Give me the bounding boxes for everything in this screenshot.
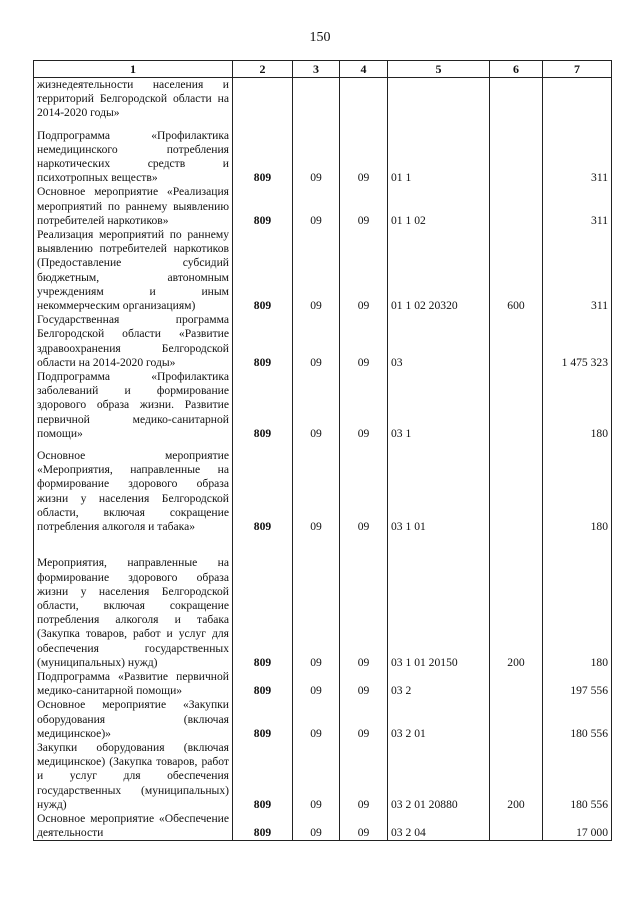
subsection-code-cell: 09 bbox=[340, 741, 388, 812]
header-cell: 3 bbox=[293, 61, 340, 78]
expense-type-cell bbox=[490, 121, 543, 186]
header-cell: 7 bbox=[543, 61, 612, 78]
row-name-cell: Подпрограмма «Профилактика немедицинского потребления наркотических средств и психотропных веществ» bbox=[34, 121, 233, 186]
table-row bbox=[34, 313, 612, 370]
row-name-cell: Мероприятия, направленные на формирование здорового образа жизни у населения Белгородской области, включая сокращение потребления алкоголя и табака (Закупка товаров, работ и услуг для обеспечения государственных (муниципальных) нужд) bbox=[34, 534, 233, 670]
subsection-code-cell: 09 bbox=[340, 670, 388, 698]
grbs-code-cell: 809 bbox=[233, 313, 293, 370]
table-row bbox=[34, 370, 612, 441]
row-name-cell: Основное мероприятие «Реализация мероприятий по раннему выявлению потребителей наркотиков» bbox=[34, 185, 233, 228]
grbs-code-cell: 809 bbox=[233, 534, 293, 670]
grbs-code-cell: 809 bbox=[233, 698, 293, 741]
header-cell: 5 bbox=[388, 61, 490, 78]
header-cell: 1 bbox=[34, 61, 233, 78]
row-name-cell: Государственная программа Белгородской области «Развитие здравоохранения Белгородской области на 2014-2020 годы» bbox=[34, 313, 233, 370]
grbs-code-cell bbox=[233, 78, 293, 121]
amount-cell bbox=[543, 78, 612, 121]
row-name-cell: Основное мероприятие «Закупки оборудования (включая медицинское)» bbox=[34, 698, 233, 741]
amount-cell: 311 bbox=[543, 228, 612, 313]
section-code-cell: 09 bbox=[293, 812, 340, 841]
amount-cell: 311 bbox=[543, 185, 612, 228]
table-row bbox=[34, 741, 612, 812]
target-article-cell: 01 1 bbox=[388, 121, 490, 186]
expense-type-cell: 600 bbox=[490, 228, 543, 313]
target-article-cell: 03 2 01 20880 bbox=[388, 741, 490, 812]
row-name-cell: Основное мероприятие «Обеспечение деятельности bbox=[34, 812, 233, 841]
section-code-cell: 09 bbox=[293, 441, 340, 534]
grbs-code-cell: 809 bbox=[233, 812, 293, 841]
subsection-code-cell: 09 bbox=[340, 313, 388, 370]
target-article-cell bbox=[388, 78, 490, 121]
section-code-cell: 09 bbox=[293, 370, 340, 441]
budget-table bbox=[33, 60, 612, 841]
row-name-cell: жизнедеятельности населения и территорий Белгородской области на 2014-2020 годы» bbox=[34, 78, 233, 121]
subsection-code-cell: 09 bbox=[340, 441, 388, 534]
section-code-cell: 09 bbox=[293, 121, 340, 186]
grbs-code-cell: 809 bbox=[233, 121, 293, 186]
target-article-cell: 03 bbox=[388, 313, 490, 370]
section-code-cell: 09 bbox=[293, 228, 340, 313]
row-name-cell: Подпрограмма «Профилактика заболеваний и формирование здорового образа жизни. Развитие первичной медико-санитарной помощи» bbox=[34, 370, 233, 441]
grbs-code-cell: 809 bbox=[233, 228, 293, 313]
table-body bbox=[34, 78, 612, 841]
table-row bbox=[34, 670, 612, 698]
subsection-code-cell bbox=[340, 78, 388, 121]
expense-type-cell bbox=[490, 313, 543, 370]
amount-cell: 311 bbox=[543, 121, 612, 186]
table-row bbox=[34, 812, 612, 841]
amount-cell: 180 bbox=[543, 441, 612, 534]
amount-cell: 17 000 bbox=[543, 812, 612, 841]
expense-type-cell bbox=[490, 670, 543, 698]
section-code-cell: 09 bbox=[293, 313, 340, 370]
section-code-cell: 09 bbox=[293, 534, 340, 670]
section-code-cell bbox=[293, 78, 340, 121]
amount-cell: 1 475 323 bbox=[543, 313, 612, 370]
table-row bbox=[34, 228, 612, 313]
row-name-cell: Основное мероприятие «Мероприятия, направленные на формирование здорового образа жизни у населения Белгородской области, включая сокращение потребления алкоголя и табака» bbox=[34, 441, 233, 534]
table-header-row bbox=[34, 61, 612, 78]
subsection-code-cell: 09 bbox=[340, 812, 388, 841]
target-article-cell: 03 1 01 20150 bbox=[388, 534, 490, 670]
header-cell: 2 bbox=[233, 61, 293, 78]
expense-type-cell bbox=[490, 441, 543, 534]
section-code-cell: 09 bbox=[293, 698, 340, 741]
target-article-cell: 03 2 04 bbox=[388, 812, 490, 841]
table-row bbox=[34, 441, 612, 534]
grbs-code-cell: 809 bbox=[233, 441, 293, 534]
grbs-code-cell: 809 bbox=[233, 670, 293, 698]
amount-cell: 180 bbox=[543, 370, 612, 441]
expense-type-cell bbox=[490, 78, 543, 121]
subsection-code-cell: 09 bbox=[340, 698, 388, 741]
section-code-cell: 09 bbox=[293, 670, 340, 698]
amount-cell: 180 bbox=[543, 534, 612, 670]
amount-cell: 180 556 bbox=[543, 698, 612, 741]
amount-cell: 197 556 bbox=[543, 670, 612, 698]
target-article-cell: 03 2 bbox=[388, 670, 490, 698]
expense-type-cell bbox=[490, 698, 543, 741]
header-cell: 6 bbox=[490, 61, 543, 78]
row-name-cell: Подпрограмма «Развитие первичной медико-санитарной помощи» bbox=[34, 670, 233, 698]
expense-type-cell: 200 bbox=[490, 741, 543, 812]
section-code-cell: 09 bbox=[293, 741, 340, 812]
subsection-code-cell: 09 bbox=[340, 534, 388, 670]
section-code-cell: 09 bbox=[293, 185, 340, 228]
amount-cell: 180 556 bbox=[543, 741, 612, 812]
table-row bbox=[34, 698, 612, 741]
grbs-code-cell: 809 bbox=[233, 741, 293, 812]
target-article-cell: 01 1 02 20320 bbox=[388, 228, 490, 313]
table-row bbox=[34, 534, 612, 670]
row-name-cell: Закупки оборудования (включая медицинское) (Закупка товаров, работ и услуг для обеспечения государственных (муниципальных) нужд) bbox=[34, 741, 233, 812]
table-row bbox=[34, 121, 612, 186]
expense-type-cell: 200 bbox=[490, 534, 543, 670]
grbs-code-cell: 809 bbox=[233, 185, 293, 228]
expense-type-cell bbox=[490, 185, 543, 228]
table-row bbox=[34, 78, 612, 121]
target-article-cell: 03 1 01 bbox=[388, 441, 490, 534]
grbs-code-cell: 809 bbox=[233, 370, 293, 441]
expense-type-cell bbox=[490, 370, 543, 441]
row-name-cell: Реализация мероприятий по раннему выявлению потребителей наркотиков (Предоставление субсидий бюджетным, автономным учреждениям и иным некоммерческим организациям) bbox=[34, 228, 233, 313]
expense-type-cell bbox=[490, 812, 543, 841]
subsection-code-cell: 09 bbox=[340, 121, 388, 186]
subsection-code-cell: 09 bbox=[340, 228, 388, 313]
subsection-code-cell: 09 bbox=[340, 370, 388, 441]
target-article-cell: 03 2 01 bbox=[388, 698, 490, 741]
target-article-cell: 01 1 02 bbox=[388, 185, 490, 228]
subsection-code-cell: 09 bbox=[340, 185, 388, 228]
page-number: 150 bbox=[309, 30, 331, 45]
header-cell: 4 bbox=[340, 61, 388, 78]
target-article-cell: 03 1 bbox=[388, 370, 490, 441]
table-row bbox=[34, 185, 612, 228]
